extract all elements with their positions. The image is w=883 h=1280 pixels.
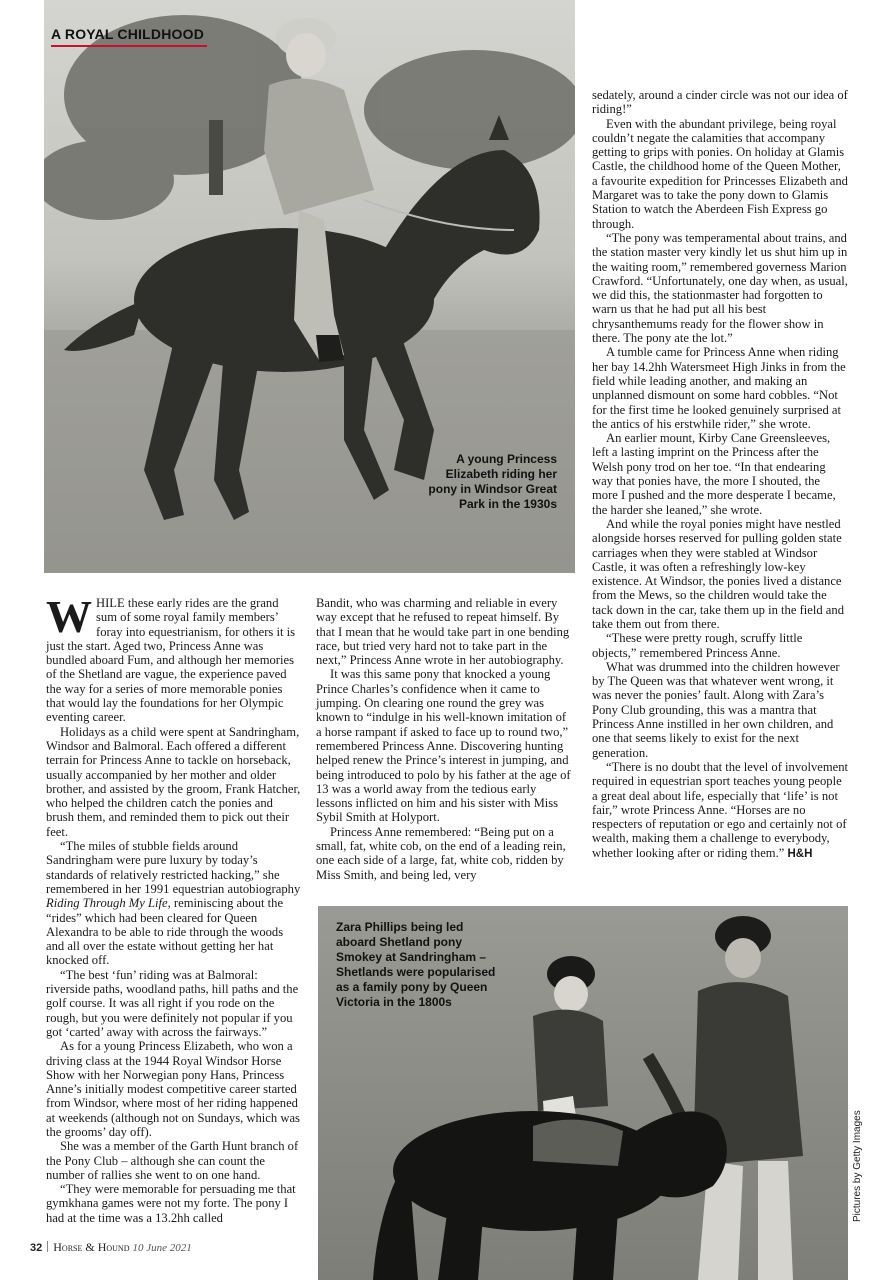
paragraph: And while the royal ponies might have nestled alongside horses reserved for pulling golden state carriages when they were stabled at Windsor Castle, it was often a refreshingly low-key existence. At Windsor, the ponies lived a distance from the Mews, so the children would take the tack down in the car, take them up in the field and take them out from there. [592,516,844,631]
paragraph: “These were pretty rough, scruffy little objects,” remembered Princess Anne. [592,631,803,660]
caption-bottom-photo: Zara Phillips being led aboard Shetland pony Smokey at Sandringham – Shetlands were popularised as a family pony by Queen Victoria in the 1800s [336,920,496,1009]
caption-top-photo: A young Princess Elizabeth riding her pony in Windsor Great Park in the 1930s [428,452,557,511]
paragraph: “They were memorable for persuading me that gymkhana games were not my forte. The pony I had at the time was a 13.2hh called [46,1182,296,1225]
paragraph: It was this same pony that knocked a young Prince Charles’s confidence when it came to jumping. On clearing one round the grey was known to “indulge in his well-known imitation of a horse rampant if asked to face up to round two,” remembered Princess Anne. Discovering hunting helped renew the Prince’s interest in jumping, and being introduced to polo by his father at the age of 13 was a world away from the tedious early lessons inflicted on him and his sister with Miss Sybil Smith at Holyport. [316,667,571,825]
drop-cap: W [46,591,92,642]
paragraph: Even with the abundant privilege, being royal couldn’t negate the calamities that accompany getting to grips with ponies. On holiday at Glamis Castle, the childhood home of the Queen Mother, a favourite expedition for Princesses Elizabeth and Margaret was to take the pony down to Glamis Station to watch the Aberdeen Fish Express go through. [592,116,848,231]
paragraph-text: , reminiscing about the “rides” which had been cleared for Queen Alexandra to be able to ride through the woods and all over the estate without getting her hat knocked off. [46,896,284,968]
article-column-3 [592,88,849,861]
paragraph: What was drummed into the children however by The Queen was that whatever went wrong, it was never the ponies’ fault. Along with Zara’s Pony Club grounding, this was a mantra that Princess Anne instilled in her own children, and one that seems likely to exist for the next generation. [592,659,840,760]
paragraph-text: “The miles of stubble fields around Sandringham were pure luxury by today’s standards of relatively restricted hacking,” she remembered in her 1991 equestrian autobiography [46,839,301,896]
book-title: Riding Through My Life [46,896,168,911]
article-column-2 [316,596,571,882]
paragraph: A tumble came for Princess Anne when riding her bay 14.2hh Watersmeet High Jinks in from the field while leading another, and making an unplanned dismount on some hard cobbles. “Not for the first time he looked genuinely surprised at the antics of his erstwhile rider,” she wrote. [592,345,846,431]
photo-credit: Pictures by Getty Images [852,1110,863,1222]
paragraph [592,760,849,861]
paragraph-text: HILE these early rides are the grand sum of some royal family members’ foray into equestrianism, for others it is just the start. Aged two, Princess Anne was bundled aboard Fum, and although her memories of the Shetland are vague, the experience paved the way for a series of more memorable ponies that would lay the foundations for her Olympic eventing career. [46,596,296,725]
page-number: 32 [30,1242,43,1254]
signoff: H&H [787,847,813,860]
paragraph: “The best ‘fun’ riding was at Balmoral: riverside paths, woodland paths, hill paths and the golf course. It was all right if you rode on the rough, but you were definitely not popular if you got ‘carted’ away with across the fairways.” [46,967,299,1039]
page-folio [30,1240,192,1255]
paragraph: Bandit, who was charming and reliable in every way except that he refused to repeat himself. By that I mean that he would take part in one bending race, but tried very hard not to take part in the next,” Princess Anne wrote in her autobiography. [316,596,570,668]
issue-date: 10 June 2021 [132,1242,192,1254]
paragraph: “The pony was temperamental about trains, and the station master very kindly let us shut him up in the waiting room,” remembered governess Marion Crawford. “Unfortunately, one day when, as usual, we did this, the stationmaster had forgotten to warn us that he had put all his best chrysanthemums ready for the flower show in there. The pony ate the lot.” [592,230,848,346]
paragraph: An earlier mount, Kirby Cane Greensleeves, left a lasting imprint on the Princess after the Welsh pony trod on her toe. “In that endearing way that ponies have, the more I shouted, the more I pushed and the more desperate I became, the harder she leaned,” she wrote. [592,431,836,517]
paragraph: sedately, around a cinder circle was not our idea of riding!” [592,88,848,117]
paragraph: As for a young Princess Elizabeth, who won a driving class at the 1944 Royal Windsor Horse Show with her Norwegian pony Hans, Princess Anne’s initially modest competitive career started from Windsor, where most of her riding happened at weekends (although not on Sundays, which was the grooms’ day off). [46,1039,300,1139]
paragraph: She was a member of the Garth Hunt branch of the Pony Club – although she can count the number of rallies she went to on one hand. [46,1139,299,1182]
paragraph: Princess Anne remembered: “Being put on a small, fat, white cob, on the end of a leading rein, one each side of a large, fat, white cob, ridden by Miss Smith, and being led, very [316,824,566,882]
paragraph-text: “There is no doubt that the level of involvement required in equestrian sport teaches young people a great deal about life, especially that ‘life’ is not fair,” wrote Princess Anne. “Horses are no respecters of reputation or ego and certainly not of wealth, making them a challenge to everybody, whether looking after or riding them.” [592,759,849,860]
magazine-name: Horse & Hound [53,1240,130,1254]
section-tag-text: A ROYAL CHILDHOOD [51,26,205,42]
section-tag [51,26,207,47]
article-column-1 [46,591,301,1225]
paragraph [46,839,301,968]
folio-divider [47,1241,48,1252]
paragraph: Holidays as a child were spent at Sandringham, Windsor and Balmoral. Each offered a different terrain for Princess Anne to tackle on horseback, usually accompanied by her mother and older brother, and assisted by the groom, Frank Hatcher, who helped the children catch the ponies and brush them, and reminded them to pick out their feet. [46,724,301,839]
section-tag-underline [51,45,207,47]
paragraph [46,591,301,725]
